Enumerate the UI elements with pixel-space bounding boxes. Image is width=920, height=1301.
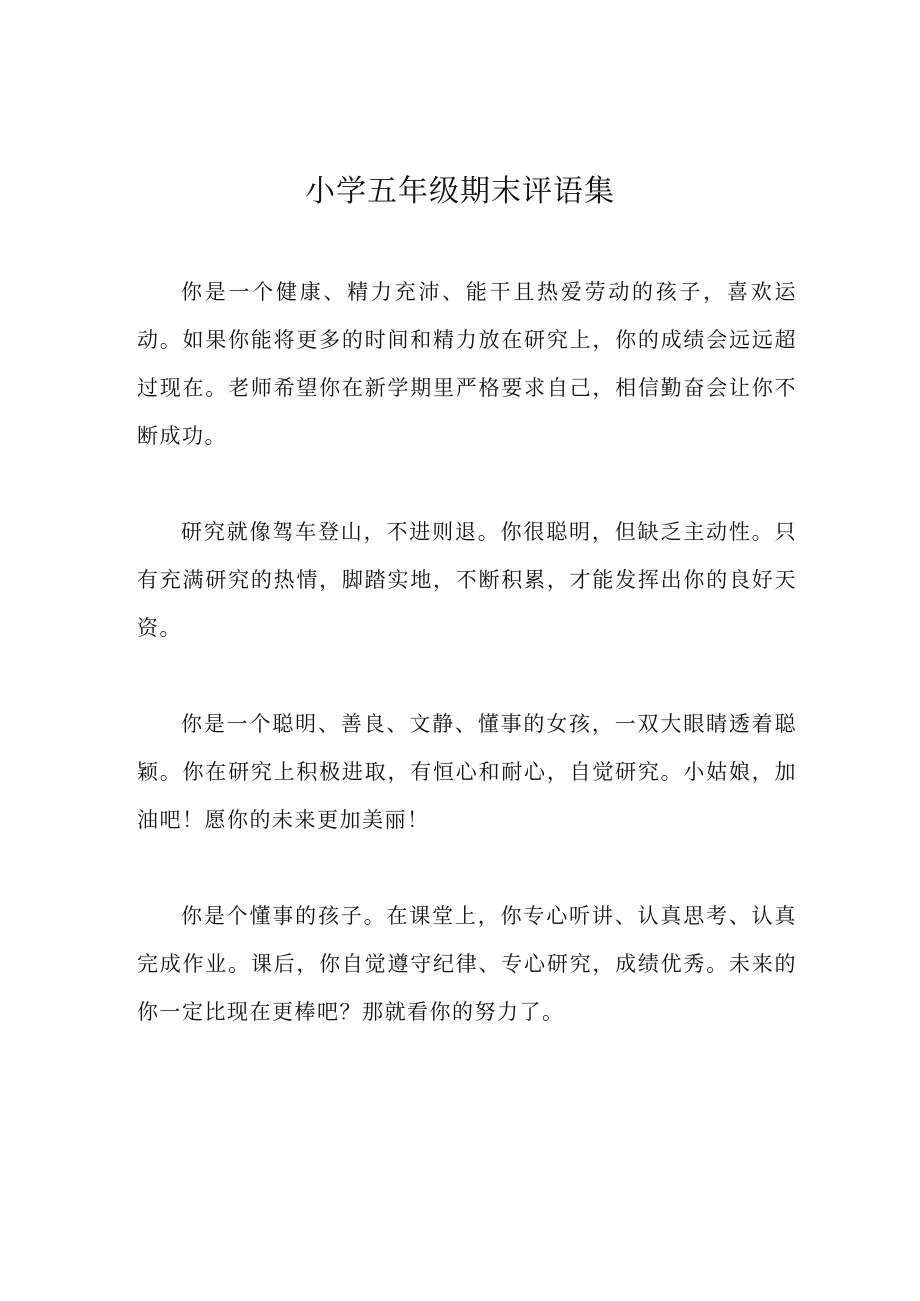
document-body	[137, 268, 797, 1084]
comment-paragraph-2: 研究就像驾车登山，不进则退。你很聪明，但缺乏主动性。只有充满研究的热情，脚踏实地，不断积累，才能发挥出你的良好天资。	[137, 520, 797, 640]
page-title: 小学五年级期末评语集	[305, 174, 615, 209]
comment-paragraph-3: 你是一个聪明、善良、文静、懂事的女孩，一双大眼睛透着聪颖。你在研究上积极进取，有恒心和耐心，自觉研究。小姑娘，加油吧！愿你的未来更加美丽！	[137, 712, 797, 832]
comment-paragraph-4: 你是个懂事的孩子。在课堂上，你专心听讲、认真思考、认真完成作业。课后，你自觉遵守纪律、专心研究，成绩优秀。未来的你一定比现在更棒吧？那就看你的努力了。	[137, 904, 797, 1024]
comment-paragraph-1: 你是一个健康、精力充沛、能干且热爱劳动的孩子，喜欢运动。如果你能将更多的时间和精力放在研究上，你的成绩会远远超过现在。老师希望你在新学期里严格要求自己，相信勤奋会让你不断成功。	[137, 280, 797, 448]
